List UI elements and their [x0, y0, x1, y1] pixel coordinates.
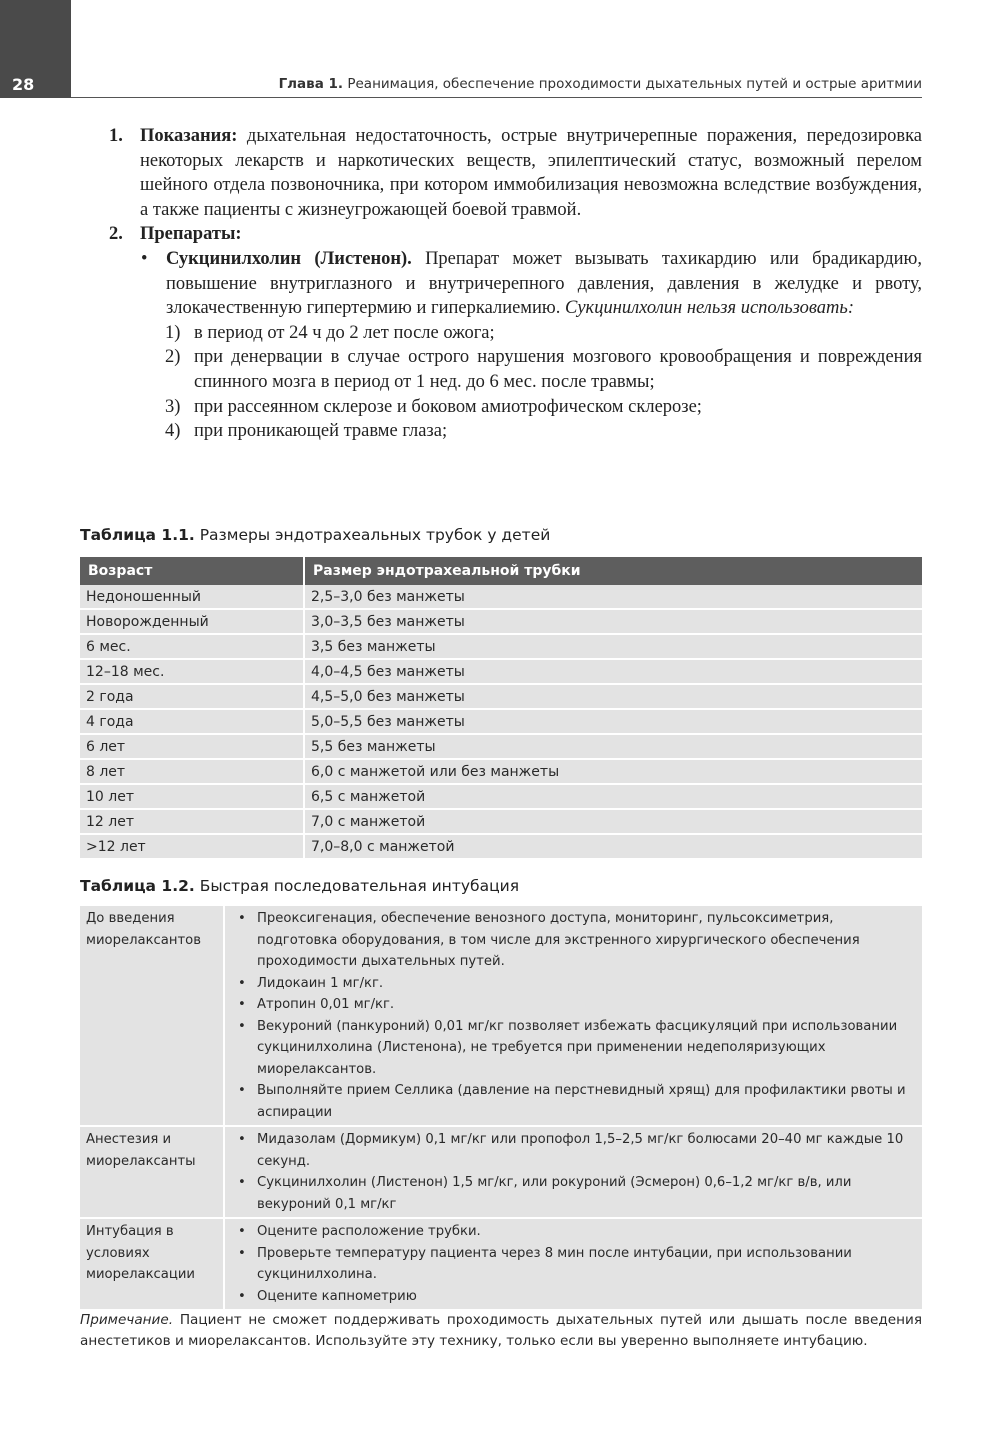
stage-cell: До введения миорелаксантов: [80, 906, 224, 1126]
steps-list: [231, 908, 916, 1123]
contraindication-item: [80, 345, 922, 394]
chapter-title: Реанимация, обеспечение проходимости дыхательных путей и острые аритмии: [347, 76, 922, 92]
table-row: [80, 906, 922, 1126]
cell-age: 12–18 мес.: [80, 659, 304, 684]
list-heading: Препараты:: [140, 224, 242, 245]
table2-caption: [80, 877, 519, 895]
drug-bullet: [80, 247, 922, 321]
cell-age: 6 мес.: [80, 634, 304, 659]
table-note: [80, 1310, 922, 1352]
steps-cell: [224, 1218, 922, 1310]
sub-number: 1): [165, 322, 181, 343]
cell-age: 6 лет: [80, 734, 304, 759]
cell-size: 3,0–3,5 без манжеты: [304, 609, 922, 634]
step-item: • Проверьте температуру пациента через 8 мин после интубации, при использовании сукцинилхолина.: [231, 1243, 916, 1286]
sub-text: при денервации в случае острого нарушения мозгового кровообращения и повреждения спинного мозга в период от 1 нед. до 6 мес. после травмы;: [194, 347, 922, 392]
list-number: 2.: [109, 224, 123, 245]
steps-list: [231, 1129, 916, 1215]
cell-size: 6,0 с манжетой или без манжеты: [304, 759, 922, 784]
sub-number: 2): [165, 347, 181, 368]
cell-age: Новорожденный: [80, 609, 304, 634]
table-row: [80, 684, 922, 709]
sub-text: при рассеянном склерозе и боковом амиотрофическом склерозе;: [194, 396, 702, 417]
drug-name: Сукцинилхолин (Листенон).: [166, 248, 412, 269]
page-number: 28: [12, 75, 35, 94]
cell-size: 3,5 без манжеты: [304, 634, 922, 659]
cell-age: >12 лет: [80, 834, 304, 859]
stage-cell: Анестезия и миорелаксанты: [80, 1126, 224, 1218]
bullet-marker: •: [141, 248, 148, 269]
step-item: • Атропин 0,01 мг/кг.: [231, 994, 916, 1016]
table-row: [80, 784, 922, 809]
table-row: [80, 1126, 922, 1218]
cell-size: 4,5–5,0 без манжеты: [304, 684, 922, 709]
table2-caption-label: Таблица 1.2.: [80, 877, 195, 895]
step-item: • Выполняйте прием Селлика (давление на перстневидный хрящ) для профилактики рвоты и аспирации: [231, 1080, 916, 1123]
table-header-row: [80, 557, 922, 585]
table-row: [80, 634, 922, 659]
sub-number: 3): [165, 396, 181, 417]
table1-caption-text: Размеры эндотрахеальных трубок у детей: [194, 526, 551, 544]
note-text: Пациент не сможет поддерживать проходимость дыхательных путей или дышать после введения анестетиков и миорелаксантов. Используйте эту технику, только если вы уверенно выполняете интубацию.: [80, 1312, 922, 1349]
cell-size: 7,0 с манжетой: [304, 809, 922, 834]
cell-size: 2,5–3,0 без манжеты: [304, 585, 922, 609]
table1-caption-label: Таблица 1.1.: [80, 526, 195, 544]
column-header-tube-size: Размер эндотрахеальной трубки: [304, 557, 922, 585]
column-header-age: Возраст: [80, 557, 304, 585]
table-row: [80, 709, 922, 734]
step-item: • Оцените расположение трубки.: [231, 1221, 916, 1243]
table-row: [80, 1218, 922, 1310]
step-item: • Лидокаин 1 мг/кг.: [231, 973, 916, 995]
table-row: [80, 809, 922, 834]
chapter-label: Глава 1.: [278, 76, 344, 92]
table-row: [80, 734, 922, 759]
cell-size: 4,0–4,5 без манжеты: [304, 659, 922, 684]
table-row: [80, 759, 922, 784]
list-text: дыхательная недостаточность, острые внутричерепные поражения, передозировка некоторых лекарств и наркотических веществ, эпилептический статус, возможный перелом шейного отдела позвоночника, при котором иммобилизация невозможна вследствие возбуждения, а также пациенты с жизнеугрожающей боевой травмой.: [140, 126, 922, 220]
cell-age: 2 года: [80, 684, 304, 709]
step-item: • Мидазолам (Дормикум) 0,1 мг/кг или пропофол 1,5–2,5 мг/кг болюсами 20–40 мг каждые 10 секунд.: [231, 1129, 916, 1172]
step-item: • Преоксигенация, обеспечение венозного доступа, мониторинг, пульсоксиметрия, подготовка оборудования, в том числе для экстренного хирургического обеспечения проходимости дыхательных путей.: [231, 908, 916, 973]
header-rule: [71, 97, 922, 98]
steps-cell: [224, 1126, 922, 1218]
contraindication-item: [80, 419, 922, 444]
contraindication-item: [80, 321, 922, 346]
page-number-tab: [0, 0, 71, 98]
stage-cell: Интубация в условиях миорелаксации: [80, 1218, 224, 1310]
note-label: Примечание.: [80, 1312, 174, 1328]
cell-age: Недоношенный: [80, 585, 304, 609]
cell-age: 12 лет: [80, 809, 304, 834]
list-item-drugs: [80, 222, 922, 247]
cell-age: 4 года: [80, 709, 304, 734]
table-row: [80, 659, 922, 684]
table1-caption: [80, 526, 550, 544]
table-row: [80, 585, 922, 609]
table2-caption-text: Быстрая последовательная интубация: [194, 877, 520, 895]
cell-age: 10 лет: [80, 784, 304, 809]
steps-list: [231, 1221, 916, 1307]
step-item: • Сукцинилхолин (Листенон) 1,5 мг/кг, или рокуроний (Эсмерон) 0,6–1,2 мг/кг в/в, или векуроний 0,1 мг/кг: [231, 1172, 916, 1215]
cell-size: 6,5 с манжетой: [304, 784, 922, 809]
endotracheal-tube-table: [80, 557, 922, 860]
list-item-indications: [80, 124, 922, 222]
sub-number: 4): [165, 421, 181, 442]
step-item: • Оцените капнометрию: [231, 1286, 916, 1308]
drug-warning: Сукцинилхолин нельзя использовать:: [564, 298, 855, 319]
table-row: [80, 834, 922, 859]
list-heading: Показания:: [140, 126, 238, 146]
drug-text: Препарат может вызывать тахикардию или брадикардию, повышение внутриглазного и внутричерепного давления, давления в желудке и рвоту, злокачественную гипертермию и гиперкалиемию.: [166, 248, 922, 319]
table-row: [80, 609, 922, 634]
contraindication-item: [80, 395, 922, 420]
cell-size: 7,0–8,0 с манжетой: [304, 834, 922, 859]
body-text: [80, 124, 922, 444]
cell-size: 5,5 без манжеты: [304, 734, 922, 759]
cell-age: 8 лет: [80, 759, 304, 784]
step-item: • Векуроний (панкуроний) 0,01 мг/кг позволяет избежать фасцикуляций при использовании сукцинилхолина (Листенона), не требуется при применении недеполяризующих миорелаксантов.: [231, 1016, 916, 1081]
steps-cell: [224, 906, 922, 1126]
list-number: 1.: [109, 126, 123, 146]
cell-size: 5,0–5,5 без манжеты: [304, 709, 922, 734]
running-head: [279, 76, 922, 92]
sub-text: в период от 24 ч до 2 лет после ожога;: [194, 322, 495, 343]
sub-text: при проникающей травме глаза;: [194, 421, 448, 442]
rapid-sequence-intubation-table: [80, 906, 922, 1311]
